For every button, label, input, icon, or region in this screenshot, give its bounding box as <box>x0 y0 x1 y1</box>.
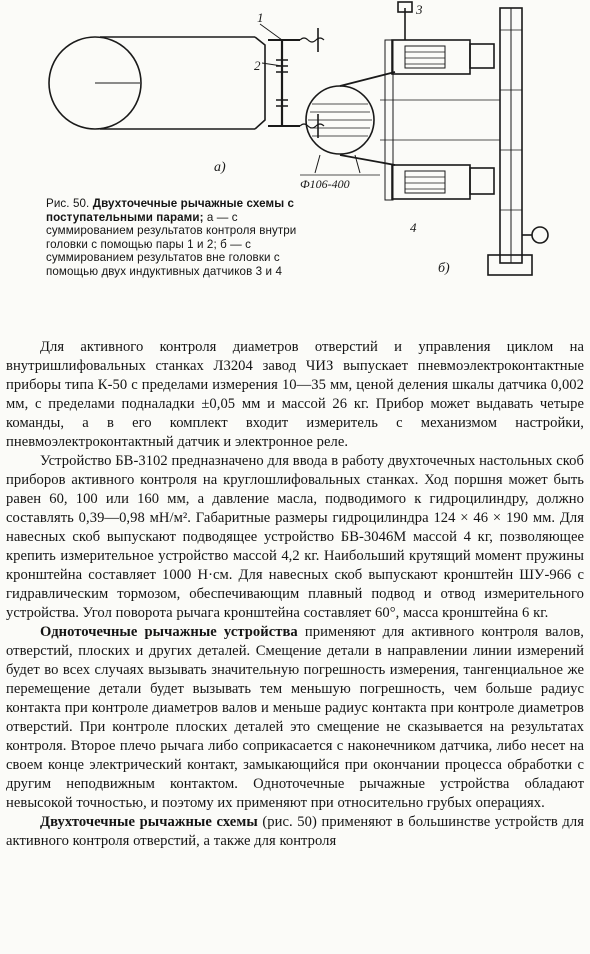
callout-1: 1 <box>257 10 264 25</box>
paragraph-text: Устройство БВ-3102 предназначено для ввода в работу двухточечных настольных скоб приборов активного контроля на круглошлифовальных станках. Ход поршня может быть равен 60, 100 или 160 мм, а давление масла, подводимого к гидроцилиндру, должно составлять 0,39—0,98 мН/м². Габаритные размеры гидроцилиндра 124 × 46 × 190 мм. Для навесных скоб выпускают подводящее устройство БВ-3046М массой 4 кг, позволяющее крепить измерительное устройство массой 4,2 кг. Наибольший крутящий момент пружины кронштейна составляет 1000 Н·см. Для навесных скоб выпускают кронштейн ШУ-966 с гидравлическим тормозом, обеспечивающим плавный подвод и отвод измерительного устройства. Угол поворота рычага кронштейна составляет 60°, масса кронштейна 6 кг. <box>6 453 584 621</box>
figure-50-drawing <box>0 0 590 330</box>
caption-title: Двухточечные рычажные схемы с поступательными парами; <box>46 197 295 224</box>
paragraph-3 <box>6 623 584 813</box>
body-text <box>6 338 584 851</box>
paragraph-text: (рис. 50) применяют в большинстве устройств для активного контроля отверстий, а также для контроля <box>6 814 584 849</box>
paragraph-2 <box>6 452 584 623</box>
figure-caption <box>46 197 316 279</box>
caption-text: а — с суммированием результатов контроля внутри головки с помощью пары 1 и 2; б — с суммированием результатов вне головки с помощью двух индуктивных датчиков 3 и 4 <box>46 210 297 278</box>
paragraph-text: Для активного контроля диаметров отверстий и управления циклом на внутришлифовальных станках Л3204 завод ЧИЗ выпускает пневмоэлектроконтактные приборы типа К-50 с пределами измерения 10—35 мм, ценой деления шкалы датчика 0,002 мм, с пределами подналадки ±0,05 мм и массой 26 кг. Прибор может выдавать четыре команды, а в его комплект входит измеритель с механизмом настройки, пневмоэлектроконтактный датчик и электронное реле. <box>6 339 584 450</box>
paragraph-text: применяют для активного контроля валов, отверстий, плоских и других деталей. Смещение детали в направлении линии измерений будет во всех случаях вызывать значительную погрешность измерения, тангенциальное же перемещение детали будет вызывать тем меньшую погрешность, чем больше радиус контакта при контроле диаметров валов и меньше радиус контакта при контроле диаметров отверстий. При контроле плоских деталей это смещение не сказывается на результатах контроля. Второе плечо рычага либо соприкасается с наконечником датчика, либо несет на своем конце электрический контакт, замыкающийся при окончании процесса обработки с другим неподвижным контактом. Одноточечные рычажные устройства обладают невысокой точностью, и поэтому их применяют при относительно грубых операциях. <box>6 624 585 811</box>
paragraph-1 <box>6 338 584 452</box>
paragraph-lead: Одноточечные рычажные устройства <box>40 624 298 640</box>
callout-4: 4 <box>410 220 417 235</box>
paragraph-4 <box>6 813 584 851</box>
callout-3: 3 <box>416 2 423 17</box>
figure-label-a: а) <box>214 160 226 175</box>
paragraph-lead: Двухточечные рычажные схемы <box>40 814 258 830</box>
dimension-label: Ф106-400 <box>300 177 350 191</box>
callout-2: 2 <box>254 58 261 73</box>
figure-label-b: б) <box>438 261 450 276</box>
caption-lead: Рис. 50. <box>46 197 90 210</box>
